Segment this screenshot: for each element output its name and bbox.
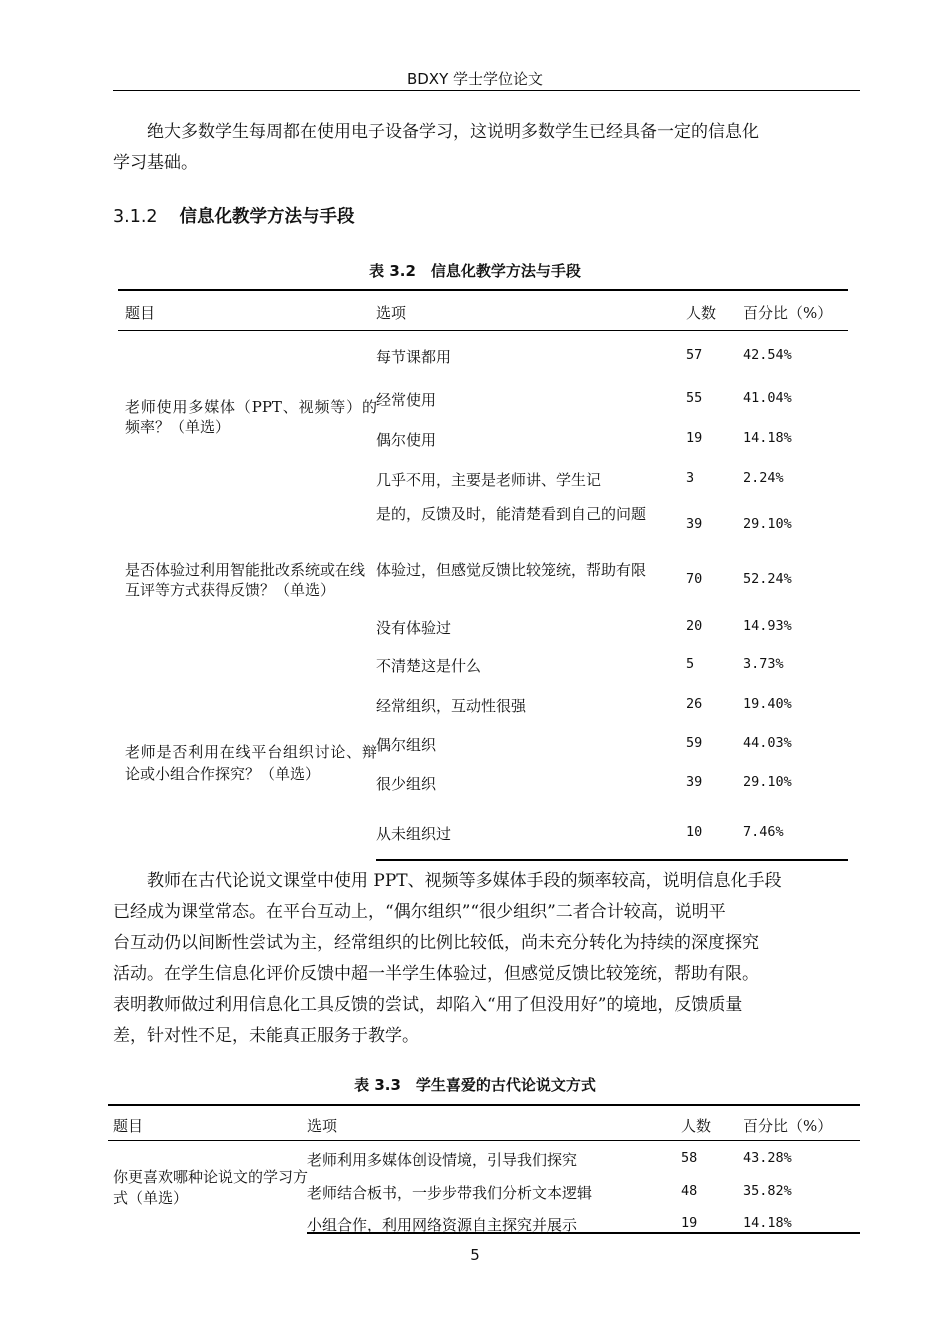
- percent-cell: 35.82%: [743, 1183, 792, 1199]
- section-heading: [113, 203, 355, 228]
- percent-cell: 14.18%: [743, 430, 792, 446]
- count-cell: 3: [686, 470, 695, 486]
- table-bottom-rule: [307, 1232, 860, 1234]
- question-cell: 你更喜欢哪种论说文的学习方式（单选）: [113, 1168, 309, 1207]
- count-cell: 59: [686, 735, 703, 751]
- count-cell: 19: [681, 1215, 698, 1231]
- percent-cell: 14.18%: [743, 1215, 792, 1231]
- count-cell: 20: [686, 618, 703, 634]
- percent-cell: 52.24%: [743, 571, 792, 587]
- count-cell: 48: [681, 1183, 698, 1199]
- paragraph-line: 已经成为课堂常态。在平台互动上，“偶尔组织”“很少组织”二者合计较高，说明平: [113, 902, 726, 922]
- count-cell: 39: [686, 516, 703, 532]
- percent-cell: 7.46%: [743, 824, 784, 840]
- section-number: 3.1.2: [113, 207, 158, 227]
- column-header-count: 人数: [681, 1117, 712, 1135]
- running-header: BDXY 学士学位论文: [406, 70, 544, 88]
- option-cell: 偶尔使用: [376, 431, 437, 449]
- option-cell: 经常使用: [376, 391, 437, 409]
- option-cell: 偶尔组织: [376, 736, 437, 754]
- paragraph-line: 活动。在学生信息化评价反馈中超一半学生体验过，但感觉反馈比较笼统，帮助有限。: [113, 964, 759, 984]
- paragraph-analysis: [113, 866, 863, 1052]
- option-cell: 几乎不用，主要是老师讲、学生记: [376, 471, 602, 489]
- count-cell: 10: [686, 824, 703, 840]
- option-cell: 很少组织: [376, 775, 437, 793]
- option-cell: 是的，反馈及时，能清楚看到自己的问题: [376, 505, 647, 523]
- count-cell: 57: [686, 347, 703, 363]
- column-header-option: 选项: [307, 1117, 338, 1135]
- count-cell: 39: [686, 774, 703, 790]
- paragraph-line: 学习基础。: [113, 153, 198, 173]
- question-cell: 是否体验过利用智能批改系统或在线互评等方式获得反馈？（单选）: [125, 561, 366, 599]
- percent-cell: 3.73%: [743, 656, 784, 672]
- paragraph-line: 教师在古代论说文课堂中使用 PPT、视频等多媒体手段的频率较高，说明信息化手段: [147, 871, 782, 891]
- column-header-percent: 百分比（%）: [743, 304, 833, 322]
- question-cell: 老师使用多媒体（PPT、视频等）的频率？（单选）: [125, 398, 377, 436]
- percent-cell: 2.24%: [743, 470, 784, 486]
- count-cell: 26: [686, 696, 703, 712]
- table-header-rule: [118, 330, 848, 331]
- paragraph-line: 台互动仍以间断性尝试为主，经常组织的比例比较低，尚未充分转化为持续的深度探究: [113, 933, 759, 953]
- header-rule: [113, 90, 860, 91]
- table-bottom-rule: [376, 859, 848, 861]
- percent-cell: 44.03%: [743, 735, 792, 751]
- table-header-rule: [108, 1140, 860, 1141]
- option-cell: 小组合作，利用网络资源自主探究并展示: [307, 1216, 578, 1234]
- option-cell: 老师利用多媒体创设情境，引导我们探究: [307, 1151, 578, 1169]
- count-cell: 58: [681, 1150, 698, 1166]
- column-header-percent: 百分比（%）: [743, 1117, 833, 1135]
- table-top-rule: [118, 289, 848, 291]
- percent-cell: 42.54%: [743, 347, 792, 363]
- paragraph-intro: [113, 117, 863, 179]
- option-cell: 经常组织，互动性很强: [376, 697, 527, 715]
- table-top-rule: [108, 1104, 860, 1106]
- option-cell: 从未组织过: [376, 825, 452, 843]
- option-cell: 每节课都用: [376, 348, 452, 366]
- option-cell: 体验过，但感觉反馈比较笼统，帮助有限: [376, 561, 647, 579]
- percent-cell: 19.40%: [743, 696, 792, 712]
- column-header-count: 人数: [686, 304, 717, 322]
- page-number: 5: [470, 1246, 480, 1264]
- column-header-question: 题目: [125, 304, 156, 322]
- column-header-option: 选项: [376, 304, 407, 322]
- paragraph-line: 表明教师做过利用信息化工具反馈的尝试，却陷入“用了但没用好”的境地，反馈质量: [113, 995, 743, 1015]
- percent-cell: 14.93%: [743, 618, 792, 634]
- percent-cell: 29.10%: [743, 516, 792, 532]
- percent-cell: 29.10%: [743, 774, 792, 790]
- count-cell: 5: [686, 656, 695, 672]
- percent-cell: 43.28%: [743, 1150, 792, 1166]
- paragraph-line: 绝大多数学生每周都在使用电子设备学习，这说明多数学生已经具备一定的信息化: [147, 122, 759, 142]
- option-cell: 没有体验过: [376, 619, 452, 637]
- count-cell: 19: [686, 430, 703, 446]
- question-cell: 老师是否利用在线平台组织讨论、辩论或小组合作探究？（单选）: [125, 743, 377, 783]
- option-cell: 老师结合板书，一步步带我们分析文本逻辑: [307, 1184, 593, 1202]
- count-cell: 70: [686, 571, 703, 587]
- percent-cell: 41.04%: [743, 390, 792, 406]
- section-title: 信息化教学方法与手段: [179, 207, 355, 227]
- table-caption: 表 3.2 信息化教学方法与手段: [369, 262, 581, 280]
- column-header-question: 题目: [113, 1117, 144, 1135]
- count-cell: 55: [686, 390, 703, 406]
- paragraph-line: 差，针对性不足，未能真正服务于教学。: [113, 1026, 419, 1046]
- option-cell: 不清楚这是什么: [376, 657, 482, 675]
- table-caption: 表 3.3 学生喜爱的古代论说文方式: [354, 1076, 596, 1094]
